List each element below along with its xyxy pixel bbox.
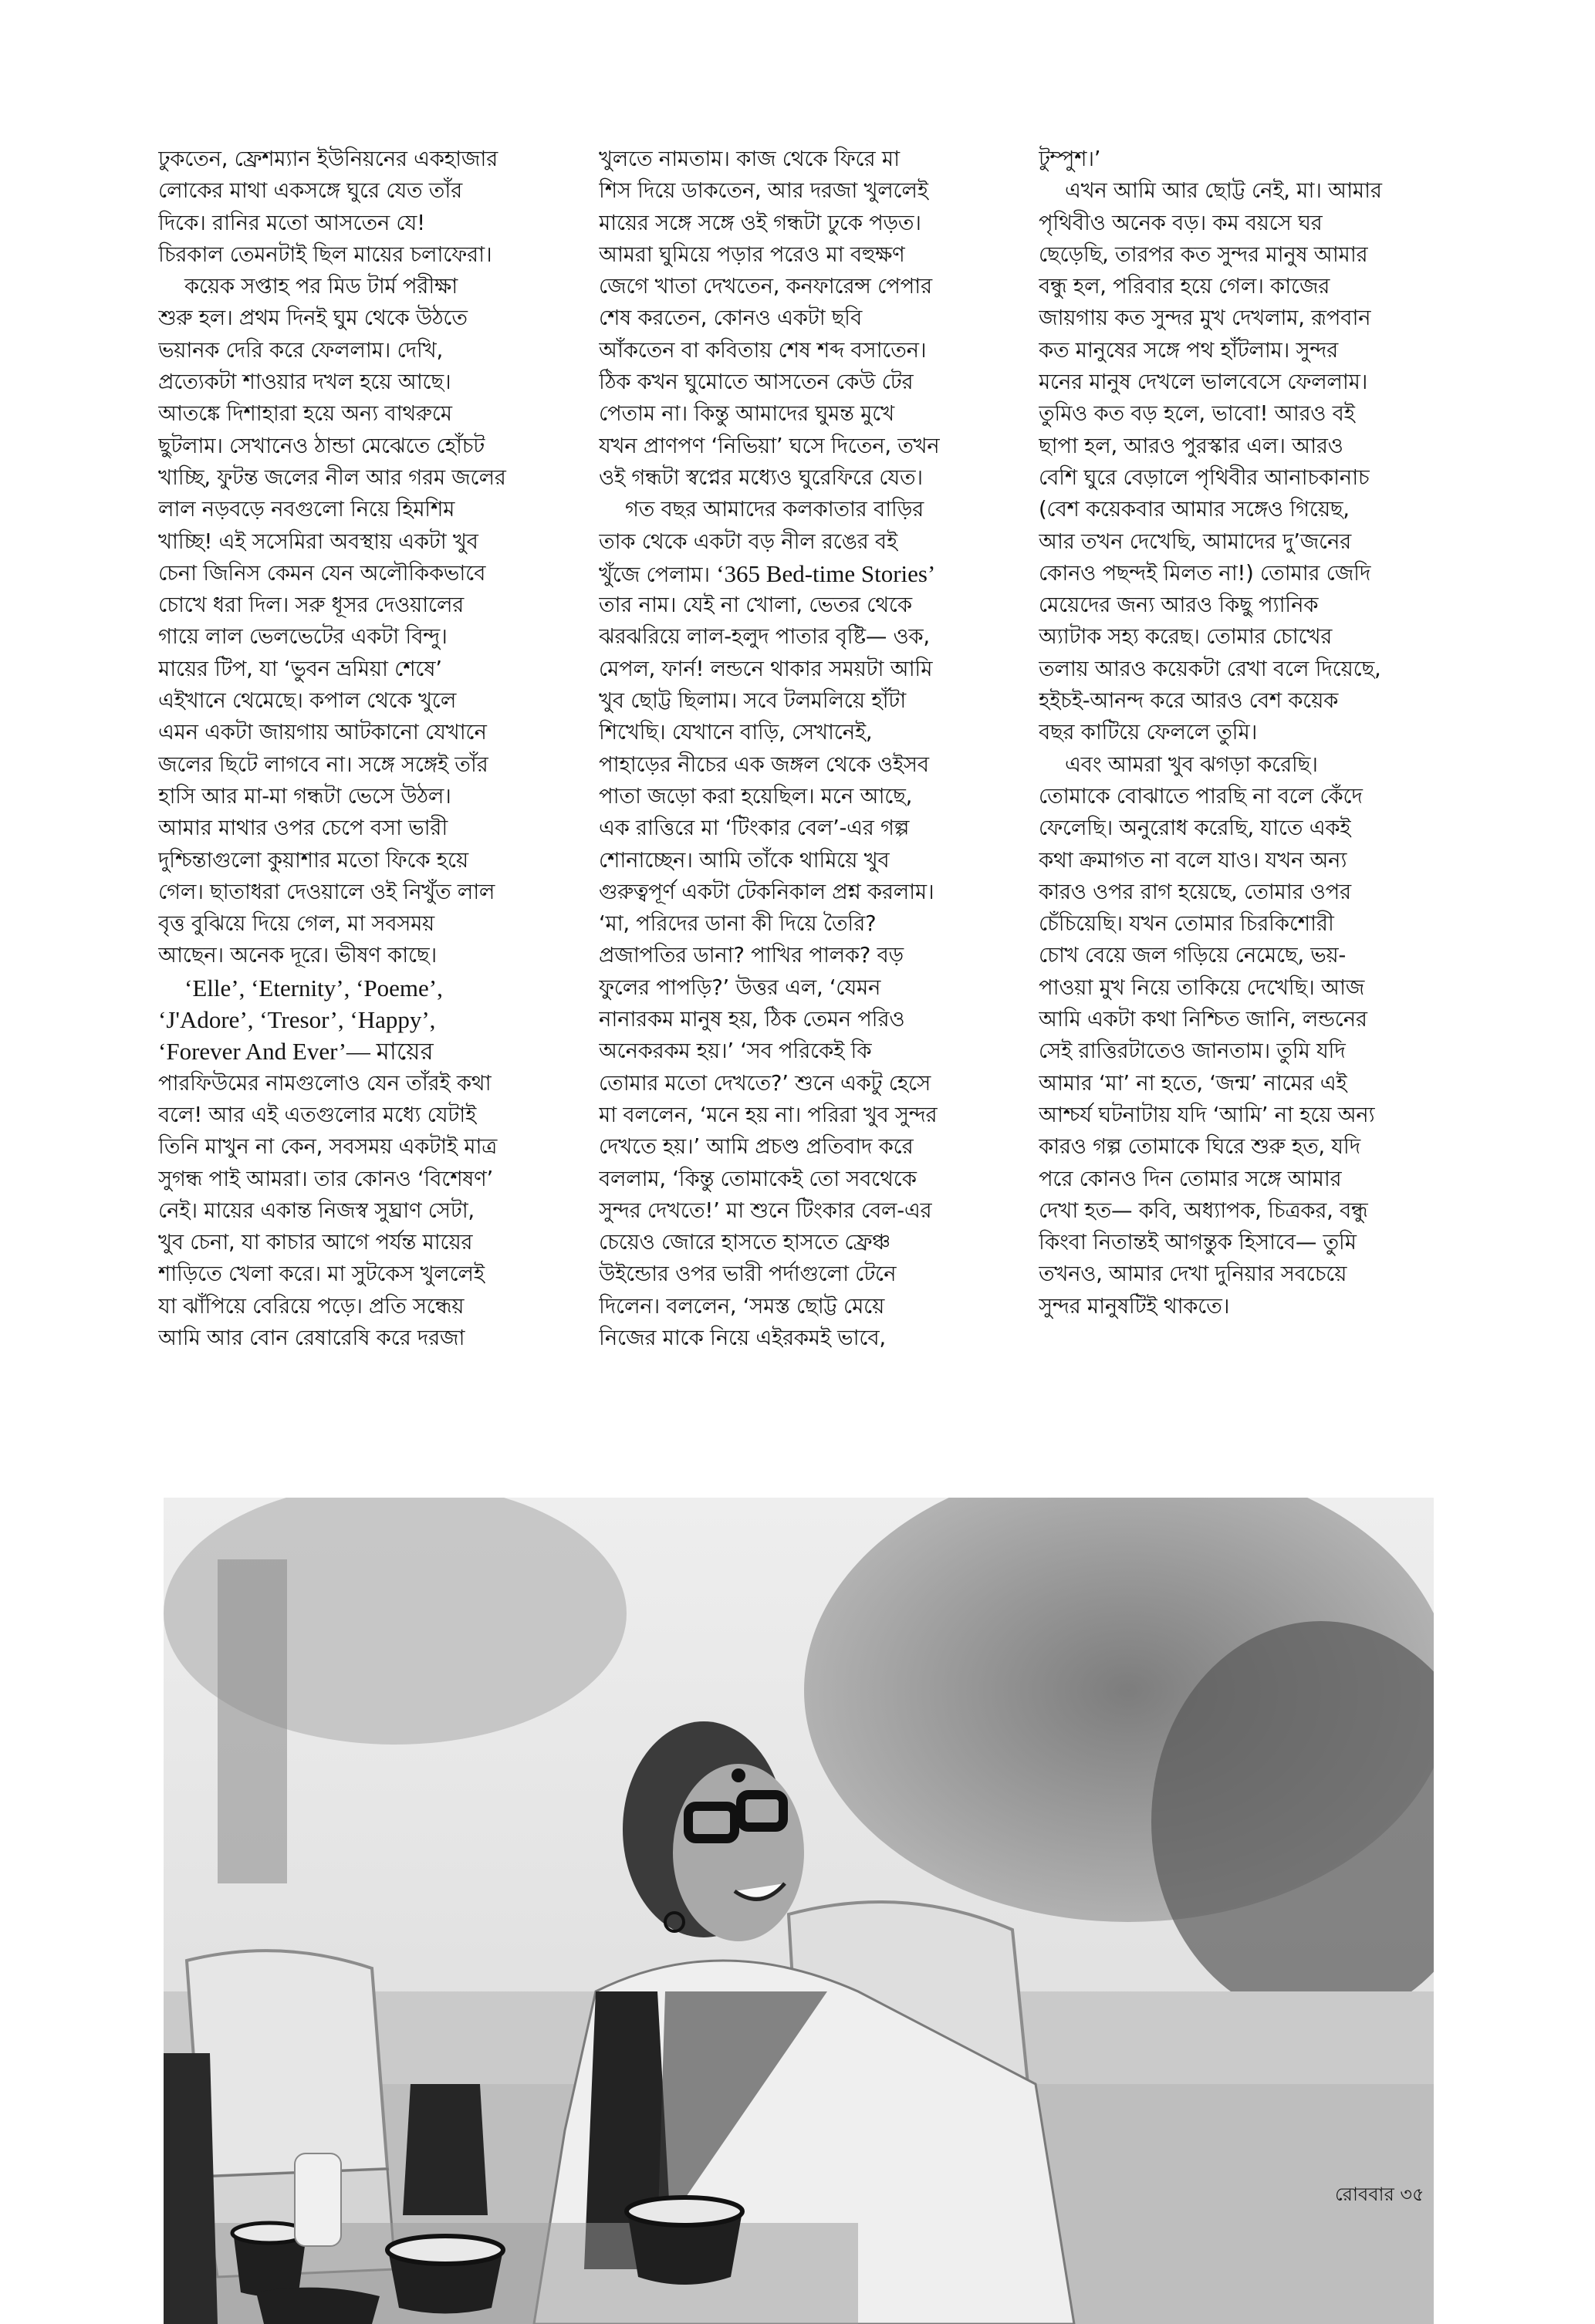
text-line: পৃথিবীও অনেক বড়। কম বয়সে ঘর [1039, 210, 1323, 235]
article-column-3 [1039, 144, 1462, 1322]
text-line: জলের ছিটে লাগবে না। সঙ্গে সঙ্গেই তাঁর [158, 752, 488, 777]
text-line: তোমার মতো দেখতে?’ শুনে একটু হেসে [599, 1070, 931, 1096]
text-line: সুন্দর দেখতে!’ মা শুনে টিংকার বেল-এর [599, 1197, 932, 1223]
text-line: সুগন্ধ পাই আমরা। তার কোনও ‘বিশেষণ’ [158, 1166, 493, 1191]
text-line: যা ঝাঁপিয়ে বেরিয়ে পড়ে। প্রতি সন্ধেয় [158, 1293, 465, 1319]
page-number-label: রোববার ৩৫ [1335, 2184, 1424, 2205]
text-line: এমন একটা জায়গায় আটকানো যেখানে [158, 720, 487, 745]
text-line: দেখা হত— কবি, অধ্যাপক, চিত্রকর, বন্ধু [1039, 1197, 1368, 1223]
text-line: এইখানে থেমেছে। কপাল থেকে খুলে [158, 688, 457, 714]
text-line: সেই রাত্তিরটাতেও জানতাম। তুমি যদি [1039, 1039, 1346, 1064]
text-line: সুন্দর মানুষটিই থাকতে। [1039, 1293, 1230, 1319]
text-line: পাওয়া মুখ নিয়ে তাকিয়ে দেখেছি। আজ [1039, 975, 1365, 1000]
text-line: পেতাম না। কিন্তু আমাদের ঘুমন্ত মুখে [599, 401, 894, 427]
article-column-2 [599, 144, 1022, 1354]
text-line: আমার মাথার ওপর চেপে বসা ভারী [158, 816, 448, 841]
text-fragment: ‘365 Bed-time Stories’ [716, 559, 936, 587]
text-line: তার নাম। যেই না খোলা, ভেতর থেকে [599, 593, 912, 618]
text-line: কিংবা নিতান্তই আগন্তুক হিসাবে— তুমি [1039, 1230, 1357, 1255]
text-line: জেগে খাতা দেখতেন, কনফারেন্স পেপার [599, 274, 932, 299]
text-line: আমার ‘মা’ না হতে, ‘জন্ম’ নামের এই [1039, 1070, 1347, 1096]
text-line: খুলতে নামতাম। কাজ থেকে ফিরে মা [599, 147, 900, 171]
text-line: শিখেছি। যেখানে বাড়ি, সেখানেই, [599, 720, 873, 745]
text-line: দেখতে হয়।’ আমি প্রচণ্ড প্রতিবাদ করে [599, 1134, 914, 1160]
text-line: তিনি মাখুন না কেন, সবসময় একটাই মাত্র [158, 1134, 498, 1160]
text-line: কয়েক সপ্তাহ পর মিড টার্ম পরীক্ষা [184, 274, 458, 299]
text-line: খাচ্ছি! এই সসেমিরা অবস্থায় একটা খুব [158, 529, 478, 554]
text-line: শুরু হল। প্রথম দিনই ঘুম থেকে উঠতে [158, 306, 468, 331]
text-line: নানারকম মানুষ হয়, ঠিক তেমন পরিও [599, 1007, 905, 1032]
text-line: এবং আমরা খুব ঝগড়া করেছি। [1065, 752, 1318, 777]
text-line: কথা ক্রমাগত না বলে যাও। যখন অন্য [1039, 847, 1347, 873]
text-line: মা বললেন, ‘মনে হয় না। পরিরা খুব সুন্দর [599, 1102, 938, 1127]
article-photo [164, 1498, 1434, 2324]
text-line: ঢুকতেন, ফ্রেশম্যান ইউনিয়নের একহাজার [158, 147, 498, 171]
text-line: বছর কাটিয়ে ফেললে তুমি। [1039, 720, 1258, 745]
text-line: আর তখন দেখেছি, আমাদের দু’জনের [1039, 529, 1351, 554]
text-line: পাতা জড়ো করা হয়েছিল। মনে আছে, [599, 783, 913, 809]
text-line: ‘Elle’, ‘Eternity’, ‘Poeme’, [184, 974, 443, 1002]
text-line: (বেশ কয়েকবার আমার সঙ্গেও গিয়েছ, [1039, 497, 1350, 522]
text-line: দিলেন। বললেন, ‘সমস্ত ছোট্ট মেয়ে [599, 1293, 885, 1319]
text-line: অনেকরকম হয়।’ ‘সব পরিকেই কি [599, 1039, 872, 1064]
text-line: হাসি আর মা-মা গন্ধটা ভেসে উঠল। [158, 783, 451, 809]
text-line: নিজের মাকে নিয়ে এইরকমই ভাবে, [599, 1325, 886, 1350]
text-line: চেঁচিয়েছি। যখন তোমার চিরকিশোরী [1039, 911, 1334, 937]
text-line: কারও ওপর রাগ হয়েছে, তোমার ওপর [1039, 879, 1351, 904]
text-line: মায়ের টিপ, যা ‘ভুবন ভ্রমিয়া শেষে’ [158, 656, 442, 681]
text-line: পারফিউমের নামগুলোও যেন তাঁরই কথা [158, 1070, 492, 1096]
text-line: ছুটলাম। সেখানেও ঠান্ডা মেঝেতে হোঁচট [158, 433, 485, 458]
text-line: ঠিক কখন ঘুমোতে আসতেন কেউ টের [599, 370, 914, 395]
text-line: আমরা ঘুমিয়ে পড়ার পরেও মা বহুক্ষণ [599, 242, 905, 267]
text-line: তুমিও কত বড় হলে, ভাবো! আরও বই [1039, 401, 1355, 427]
text-line: প্রজাপতির ডানা? পাখির পালক? বড় [599, 943, 904, 968]
text-line: চোখ বেয়ে জল গড়িয়ে নেমেছে, ভয়- [1039, 943, 1346, 968]
text-line: বললাম, ‘কিন্তু তোমাকেই তো সবথেকে [599, 1166, 917, 1191]
text-line: কারও গল্প তোমাকে ঘিরে শুরু হত, যদি [1039, 1134, 1360, 1160]
text-line: ‘Forever And Ever’— মায়ের [158, 1038, 434, 1066]
text-line: আমি একটা কথা নিশ্চিত জানি, লন্ডনের [1039, 1007, 1367, 1032]
text-line: টুম্পুশ।’ [1039, 147, 1101, 171]
text-line: পরে কোনও দিন তোমার সঙ্গে আমার [1039, 1166, 1342, 1191]
text-line: নেই। মায়ের একান্ত নিজস্ব সুঘ্রাণ সেটা, [158, 1197, 475, 1223]
text-line: ‘J'Adore’, ‘Tresor’, ‘Happy’, [158, 1006, 436, 1034]
text-line: ঝরঝরিয়ে লাল-হলুদ পাতার বৃষ্টি— ওক, [599, 624, 930, 650]
text-line: বৃত্ত বুঝিয়ে দিয়ে গেল, মা সবসময় [158, 911, 434, 937]
text-line: যখন প্রাণপণ ‘নিভিয়া’ ঘসে দিতেন, তখন [599, 433, 940, 458]
text-line: শাড়িতে খেলা করে। মা সুটকেস খুললেই [158, 1262, 485, 1287]
text-line: অ্যাটাক সহ্য করেছ। তোমার চোখের [1039, 624, 1333, 650]
text-line: চেনা জিনিস কেমন যেন অলৌকিকভাবে [158, 560, 486, 586]
text-line: শিস দিয়ে ডাকতেন, আর দরজা খুললেই [599, 178, 928, 204]
text-line: প্রত্যেকটা শাওয়ার দখল হয়ে আছে। [158, 370, 451, 395]
text-line: আছেন। অনেক দূরে। ভীষণ কাছে। [158, 943, 437, 968]
text-line: লাল নড়বড়ে নবগুলো নিয়ে হিমশিম [158, 497, 455, 522]
text-line: ফুলের পাপড়ি?’ উত্তর এল, ‘যেমন [599, 975, 881, 1000]
text-line: আমি আর বোন রেষারেষি করে দরজা [158, 1325, 465, 1350]
text-line: এক রাত্তিরে মা ‘টিংকার বেল’-এর গল্প [599, 816, 910, 841]
text-line: বন্ধু হল, পরিবার হয়ে গেল। কাজের [1039, 274, 1330, 299]
text-line: লোকের মাথা একসঙ্গে ঘুরে যেত তাঁর [158, 178, 462, 204]
text-line: তলায় আরও কয়েকটা রেখা বলে দিয়েছে, [1039, 656, 1381, 681]
text-line: ভয়ানক দেরি করে ফেললাম। দেখি, [158, 337, 443, 363]
text-line: দুশ্চিন্তাগুলো কুয়াশার মতো ফিকে হয়ে [158, 847, 468, 873]
text-line: শোনাচ্ছেন। আমি তাঁকে থামিয়ে খুব [599, 847, 890, 873]
text-line: আতঙ্কে দিশাহারা হয়ে অন্য বাথরুমে [158, 401, 452, 427]
text-line: জায়গায় কত সুন্দর মুখ দেখলাম, রূপবান [1039, 306, 1371, 331]
article-column-1 [158, 144, 581, 1354]
text-line: গত বছর আমাদের কলকাতার বাড়ির [625, 497, 924, 522]
text-line: তখনও, আমার দেখা দুনিয়ার সবচেয়ে [1039, 1262, 1347, 1287]
text-line: আশ্চর্য ঘটনাটায় যদি ‘আমি’ না হয়ে অন্য [1039, 1102, 1375, 1127]
text-line: বলে! আর এই এতগুলোর মধ্যে যেটাই [158, 1102, 476, 1127]
text-line: তাক থেকে একটা বড় নীল রঙের বই [599, 529, 897, 554]
text-line: কোনও পছন্দই মিলত না!) তোমার জেদি [1039, 560, 1371, 586]
text-fragment: খুঁজে পেলাম। [599, 562, 717, 587]
text-line: গায়ে লাল ভেলভেটের একটা বিন্দু। [158, 624, 448, 650]
text-line: শেষ করতেন, কোনও একটা ছবি [599, 306, 863, 331]
text-line: মনের মানুষ দেখলে ভালবেসে ফেললাম। [1039, 370, 1368, 395]
text-line: গুরুত্বপূর্ণ একটা টেকনিকাল প্রশ্ন করলাম। [599, 879, 934, 904]
text-line: ‘মা, পরিদের ডানা কী দিয়ে তৈরি? [599, 911, 877, 937]
text-line: দিকে। রানির মতো আসতেন যে! [158, 210, 425, 235]
text-line: পাহাড়ের নীচের এক জঙ্গল থেকে ওইসব [599, 752, 929, 777]
text-line: চেয়েও জোরে হাসতে হাসতে ফ্রেঞ্চ [599, 1230, 890, 1255]
text-line: ফেলেছি। অনুরোধ করেছি, যাতে একই [1039, 816, 1351, 841]
text-line: এখন আমি আর ছোট্ট নেই, মা। আমার [1065, 178, 1382, 204]
text-line: গেল। ছাতাধরা দেওয়ালে ওই নিখুঁত লাল [158, 879, 495, 904]
text-line: ওই গন্ধটা স্বপ্নের মধ্যেও ঘুরেফিরে যেত। [599, 464, 923, 490]
text-line: উইন্ডোর ওপর ভারী পর্দাগুলো টেনে [599, 1262, 897, 1287]
text-line: খাচ্ছি, ফুটন্ত জলের নীল আর গরম জলের [158, 464, 506, 490]
text-line: হইচই-আনন্দ করে আরও বেশ কয়েক [1039, 688, 1339, 714]
text-line: মেয়েদের জন্য আরও কিছু প্যানিক [1039, 593, 1319, 618]
text-line: আঁকতেন বা কবিতায় শেষ শব্দ বসাতেন। [599, 337, 927, 363]
text-line: চোখে ধরা দিল। সরু ধূসর দেওয়ালের [158, 593, 465, 618]
text-line: ছেড়েছি, তারপর কত সুন্দর মানুষ আমার [1039, 242, 1368, 267]
text-line: ছাপা হল, আরও পুরস্কার এল। আরও [1039, 433, 1343, 458]
text-line: মেপল, ফার্ন! লন্ডনে থাকার সময়টা আমি [599, 656, 933, 681]
text-line: তোমাকে বোঝাতে পারছি না বলে কেঁদে [1039, 783, 1363, 809]
text-line: কত মানুষের সঙ্গে পথ হাঁটলাম। সুন্দর [1039, 337, 1338, 363]
text-line: বেশি ঘুরে বেড়ালে পৃথিবীর আনাচকানাচ [1039, 464, 1370, 490]
text-line: চিরকাল তেমনটাই ছিল মায়ের চলাফেরা। [158, 242, 492, 267]
photograph-icon [164, 1498, 1434, 2324]
text-line [599, 558, 1022, 589]
text-line: খুব চেনা, যা কাচার আগে পর্যন্ত মায়ের [158, 1230, 473, 1255]
text-line: মায়ের সঙ্গে সঙ্গে ওই গন্ধটা ঢুকে পড়ত। [599, 210, 921, 235]
text-line: খুব ছোট্ট ছিলাম। সবে টলমলিয়ে হাঁটা [599, 688, 906, 714]
